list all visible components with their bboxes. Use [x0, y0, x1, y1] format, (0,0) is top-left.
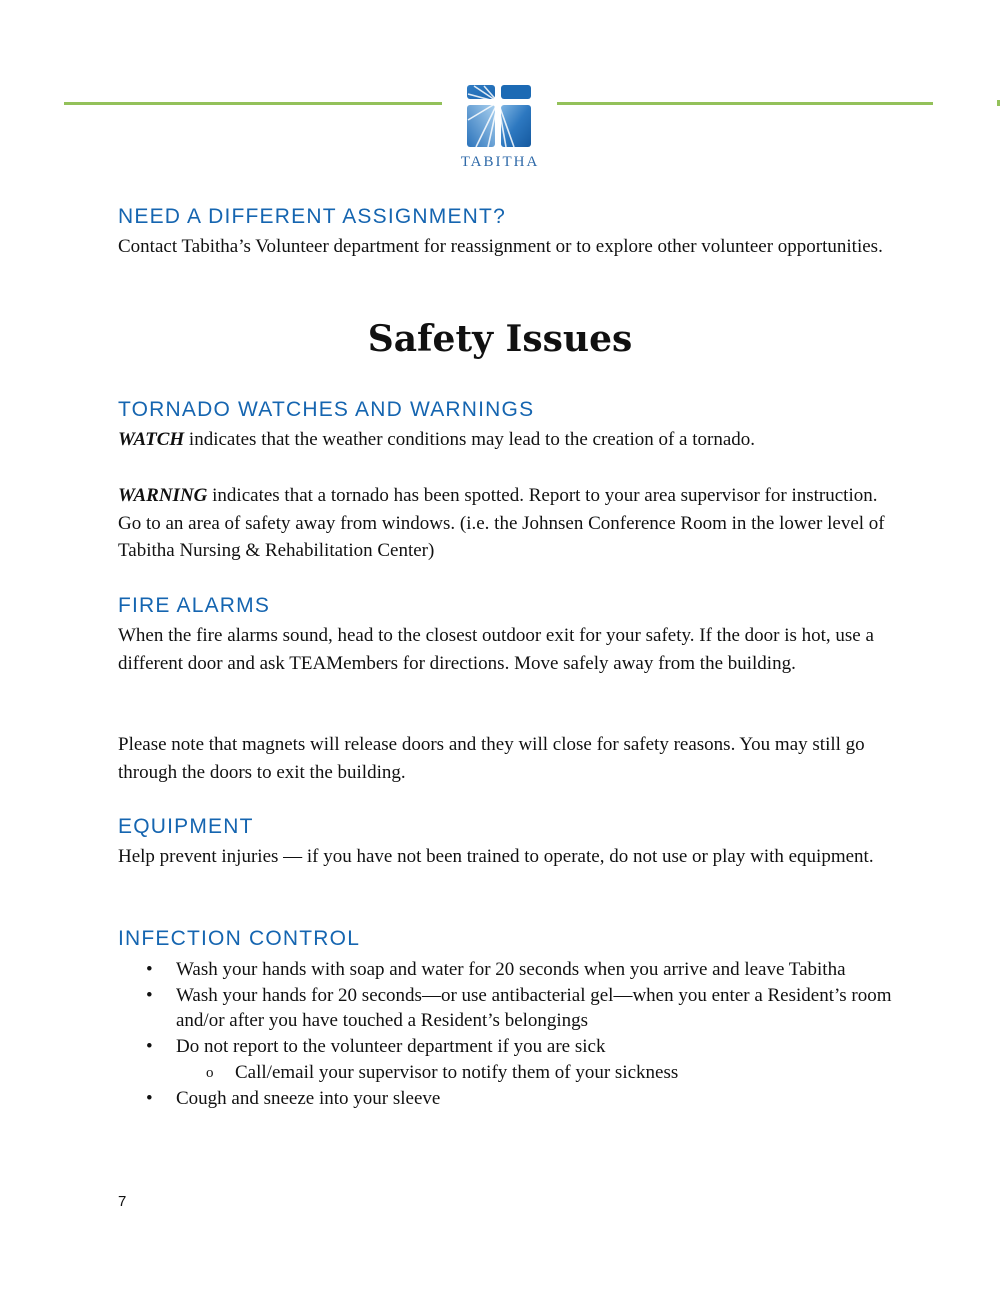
header-rule-left — [64, 102, 442, 105]
infection-control-list — [118, 958, 898, 1113]
bullet-icon: • — [146, 1087, 153, 1109]
bullet-icon: • — [146, 1035, 153, 1057]
list-item-text: Wash your hands for 20 seconds—or use antibacterial gel—when you enter a Resident’s room and/or after you have touched a Resident’s belongings — [176, 985, 892, 1031]
tabitha-logo-icon — [466, 84, 532, 148]
list-item — [118, 984, 898, 1033]
sub-list-item — [118, 1061, 898, 1086]
page-number: 7 — [118, 1193, 127, 1210]
list-item-text: Wash your hands with soap and water for 20 seconds when you arrive and leave Tabitha — [176, 959, 846, 980]
logo-wordmark: TABITHA — [460, 154, 540, 170]
assignment-paragraph: Contact Tabitha’s Volunteer department for reassignment or to explore other volunteer opportunities. — [118, 236, 883, 257]
heading-infection-control: INFECTION CONTROL — [118, 927, 361, 950]
list-item — [118, 1087, 898, 1112]
equipment-paragraph: Help prevent injuries — if you have not been trained to operate, do not use or play with equipment. — [118, 846, 874, 867]
page-title: Safety Issues — [367, 318, 633, 360]
list-item-text: Call/email your supervisor to notify them of your sickness — [235, 1061, 679, 1083]
header-rule-right — [557, 102, 933, 105]
list-item — [118, 958, 898, 983]
bullet-icon: • — [146, 985, 153, 1006]
heading-equipment: EQUIPMENT — [118, 815, 254, 838]
tornado-warning-paragraph — [118, 482, 898, 565]
list-item-text: Do not report to the volunteer department if you are sick — [176, 1035, 606, 1057]
heading-tornado: TORNADO WATCHES AND WARNINGS — [118, 398, 535, 421]
list-item-text: Cough and sneeze into your sleeve — [176, 1087, 441, 1109]
heading-fire-alarms: FIRE ALARMS — [118, 594, 271, 617]
warning-description: indicates that a tornado has been spotted. Report to your area supervisor for instruction. Go to an area of safety away from windows. (i.e. the Johnsen Conference Room in the lower level of Tabitha Nursing & Rehabilitation Center) — [118, 485, 885, 561]
tornado-watch-paragraph — [118, 426, 898, 454]
fire-paragraph-2: Please note that magnets will release doors and they will close for safety reasons. You may still go through the doors to exit the building. — [118, 734, 865, 783]
bullet-icon: • — [146, 959, 153, 980]
heading-different-assignment: NEED A DIFFERENT ASSIGNMENT? — [118, 205, 506, 228]
warning-term: WARNING — [118, 485, 208, 506]
fire-paragraph-1: When the fire alarms sound, head to the closest outdoor exit for your safety. If the door is hot, use a different door and ask TEAMembers for directions. Move safely away from the building. — [118, 625, 874, 674]
watch-term: WATCH — [118, 429, 185, 450]
list-item — [118, 1035, 898, 1060]
watch-description: indicates that the weather conditions may lead to the creation of a tornado. — [184, 429, 756, 450]
hollow-bullet-icon: o — [206, 1064, 214, 1081]
